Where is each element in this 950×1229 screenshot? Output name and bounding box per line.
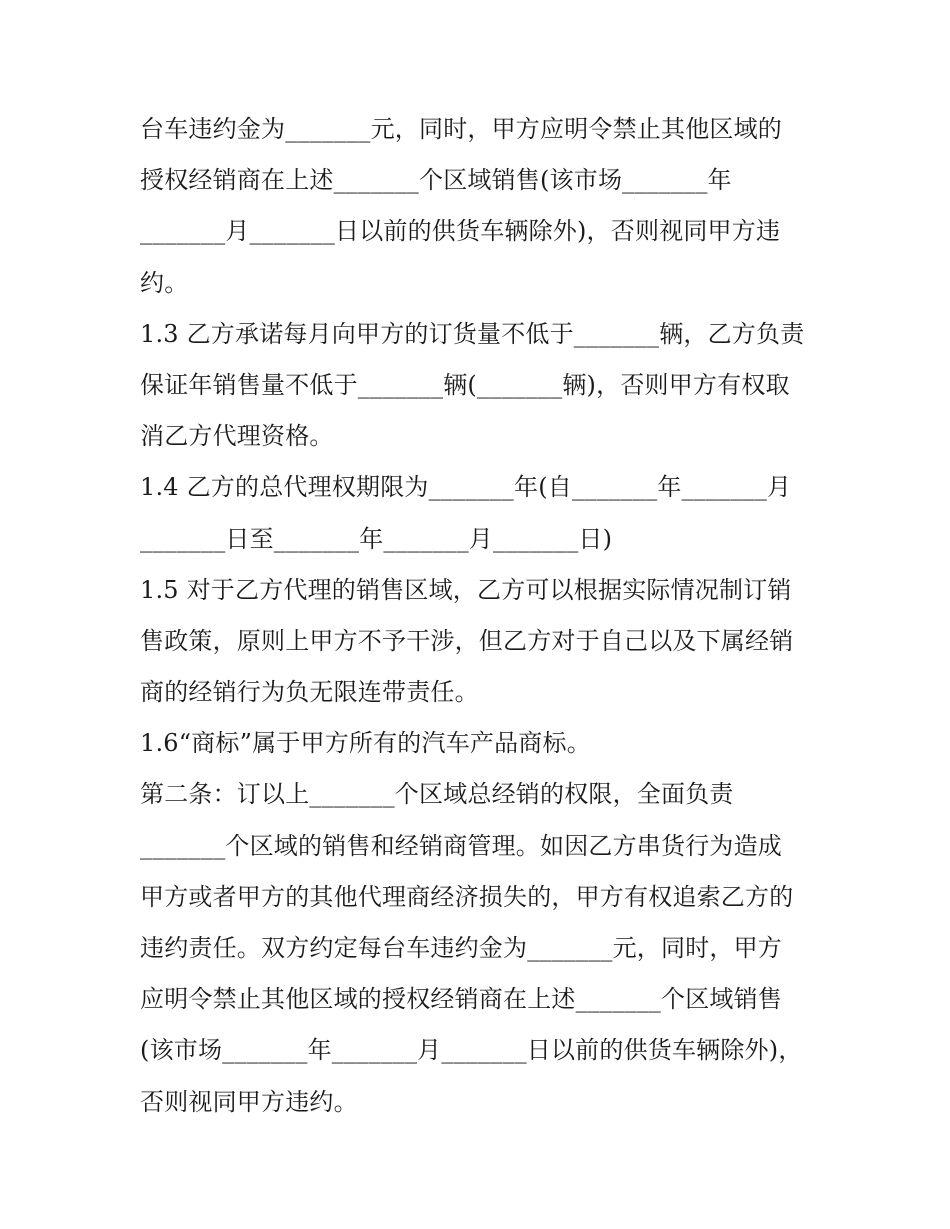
text-line: 甲方或者甲方的其他代理商经济损失的，甲方有权追索乙方的 [140, 882, 794, 911]
text-line: 消乙方代理资格。 [140, 422, 334, 451]
article-2-line: 第二条：订以上_______个区域总经销的权限，全面负责 [140, 780, 734, 809]
text-line: _______个区域的销售和经销商管理。如因乙方串货行为造成 [140, 831, 782, 860]
document-page [140, 104, 820, 1128]
text-line: 违约责任。双方约定每台车违约金为_______元，同时，甲方 [140, 934, 782, 962]
text-line: _______月_______日以前的供货车辆除外)，否则视同甲方违 [140, 217, 781, 246]
clause-1-3-line: 1.3 乙方承诺每月向甲方的订货量不低于_______辆，乙方负责 [140, 319, 805, 348]
text-line: 售政策，原则上甲方不予干涉，但乙方对于自己以及下属经销 [140, 626, 794, 655]
text-line: 商的经销行为负无限连带责任。 [140, 678, 479, 707]
text-line: 保证年销售量不低于_______辆(_______辆)，否则甲方有权取 [140, 370, 790, 399]
text-line: 否则视同甲方违约。 [140, 1087, 358, 1116]
text-line: 约。 [140, 268, 189, 297]
text-line: _______日至_______年_______月_______日) [140, 524, 613, 553]
text-line: (该市场_______年_______月_______日以前的供货车辆除外)， [140, 1036, 803, 1065]
clause-1-4-line: 1.4 乙方的总代理权期限为_______年(自_______年_______月 [140, 473, 792, 502]
text-line: 应明令禁止其他区域的授权经销商在上述_______个区域销售 [140, 985, 782, 1014]
text-line: 台车违约金为_______元，同时，甲方应明令禁止其他区域的 [140, 115, 782, 143]
clause-1-6-line: 1.6“商标”属于甲方所有的汽车产品商标。 [140, 729, 591, 758]
text-line: 授权经销商在上述_______个区域销售(该市场_______年 [140, 166, 732, 195]
clause-1-5-line: 1.5 对于乙方代理的销售区域，乙方可以根据实际情况制订销 [140, 575, 792, 604]
